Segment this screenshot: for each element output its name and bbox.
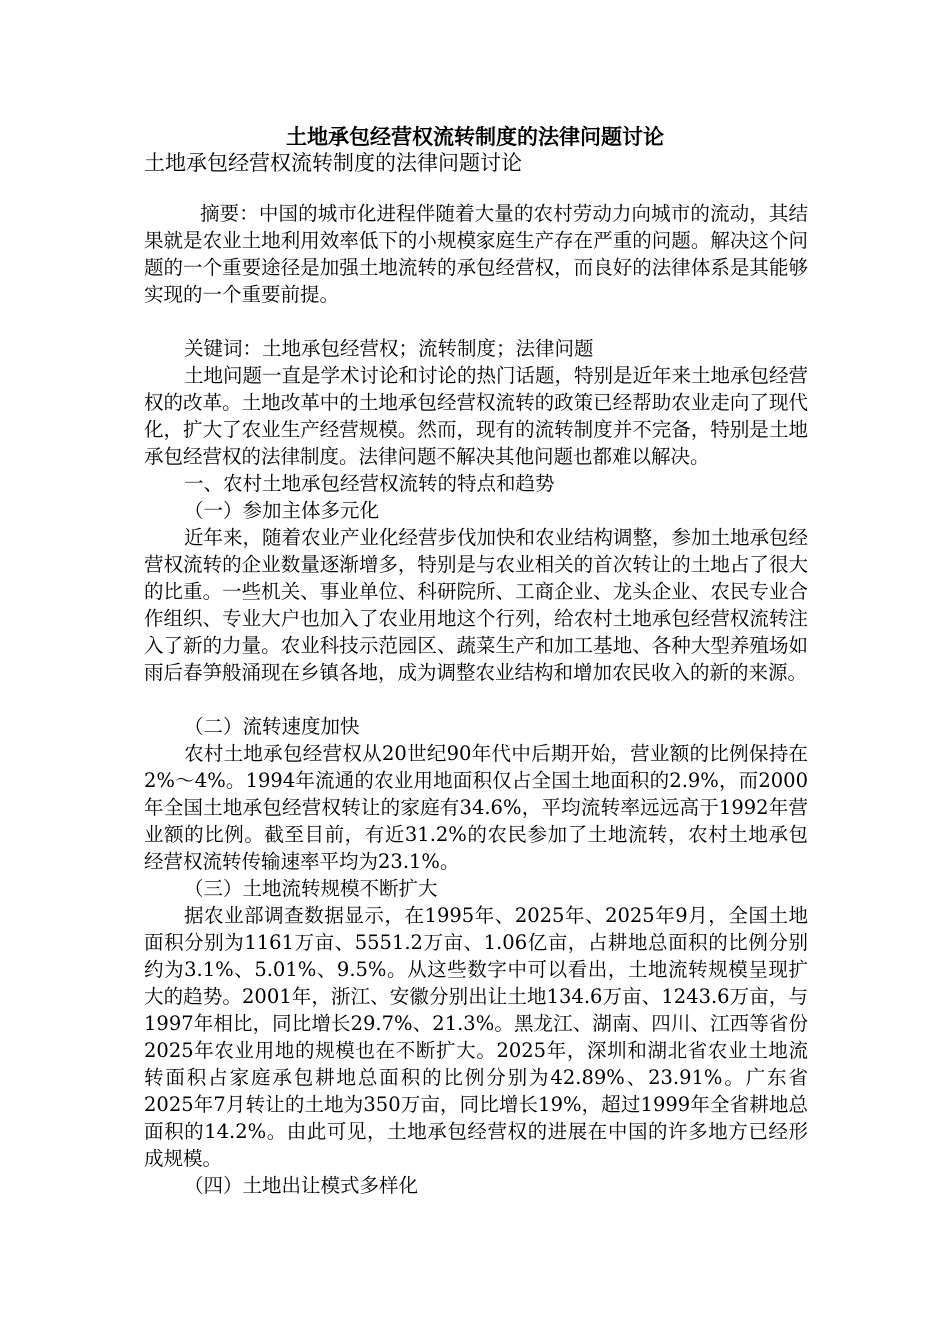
section-heading-1: 一、农村土地承包经营权流转的特点和趋势 bbox=[184, 472, 555, 495]
document-subtitle: 土地承包经营权流转制度的法律问题讨论 bbox=[144, 151, 522, 175]
subsection-heading-3: （三）土地流转规模不断扩大 bbox=[184, 877, 438, 900]
subsection-heading-1: （一）参加主体多元化 bbox=[184, 499, 380, 522]
subsection-paragraph-2: 农村土地承包经营权从20世纪90年代中后期开始，营业额的比例保持在2%～4%。1994年流通的农业用地面积仅占全国土地面积的2.9%，而2000年全国土地承包经营权转让的家庭有34.6%，平均流转率远远高于1992年营业额的比例。截至目前，有近31.2%的农民参加了土地流转，农村土地承包经营权流转传输速率平均为23.1%。 bbox=[144, 742, 808, 873]
subsection-heading-2: （二）流转速度加快 bbox=[184, 715, 360, 738]
subsection-paragraph-3: 据农业部调查数据显示，在1995年、2025年、2025年9月，全国土地面积分别为1161万亩、5551.2万亩、1.06亿亩，占耕地总面积的比例分别约为3.1%、5.01%、9.5%。从这些数字中可以看出，土地流转规模呈现扩大的趋势。2001年，浙江、安徽分别出让土地134.6万亩、1243.6万亩，与1997年相比，同比增长29.7%、21.3%。黑龙江、湖南、四川、江西等省份2025年农业用地的规模也在不断扩大。2025年，深圳和湖北省农业土地流转面积占家庭承包耕地总面积的比例分别为42.89%、23.91%。广东省2025年7月转让的土地为350万亩，同比增长19%，超过1999年全省耕地总面积的14.2%。由此可见，土地承包经营权的进展在中国的许多地方已经形成规模。 bbox=[144, 904, 808, 1170]
abstract-paragraph: 摘要：中国的城市化进程伴随着大量的农村劳动力向城市的流动，其结果就是农业土地利用效率低下的小规模家庭生产存在严重的问题。解决这个问题的一个重要途径是加强土地流转的承包经营权，而良好的法律体系是其能够实现的一个重要前提。 bbox=[144, 202, 808, 306]
subsection-heading-4: （四）土地出让模式多样化 bbox=[184, 1174, 419, 1197]
subsection-paragraph-1: 近年来，随着农业产业化经营步伐加快和农业结构调整，参加土地承包经营权流转的企业数量逐渐增多，特别是与农业相关的首次转让的土地占了很大的比重。一些机关、事业单位、科研院所、工商企业、龙头企业、农民专业合作组织、专业大户也加入了农业用地这个行列，给农村土地承包经营权流转注入了新的力量。农业科技示范园区、蔬菜生产和加工基地、各种大型养殖场如雨后春笋般涌现在乡镇各地，成为调整农业结构和增加农民收入的新的来源。 bbox=[144, 526, 809, 684]
document-title: 土地承包经营权流转制度的法律问题讨论 bbox=[286, 124, 664, 149]
keywords-line: 关键词：土地承包经营权；流转制度；法律问题 bbox=[184, 337, 594, 360]
intro-paragraph: 土地问题一直是学术讨论和讨论的热门话题，特别是近年来土地承包经营权的改革。土地改革中的土地承包经营权流转的政策已经帮助农业走向了现代化，扩大了农业生产经营规模。然而，现有的流转制度并不完备，特别是土地承包经营权的法律制度。法律问题不解决其他问题也都难以解决。 bbox=[144, 364, 809, 468]
document-body bbox=[144, 200, 808, 1199]
